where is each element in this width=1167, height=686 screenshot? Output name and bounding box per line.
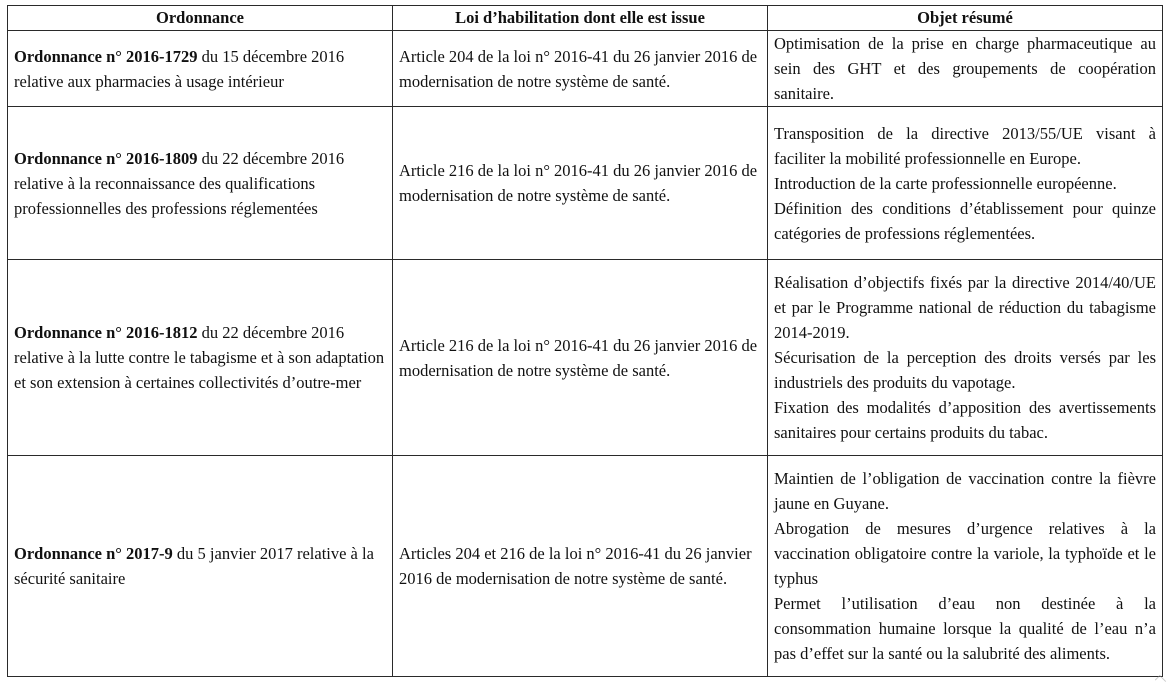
ordonnance-ref: Ordonnance n° 2017-9: [14, 544, 173, 563]
header-ordonnance: Ordonnance: [8, 6, 393, 31]
loi-cell: Article 216 de la loi n° 2016-41 du 26 janvier 2016 de modernisation de notre système de santé.: [393, 107, 768, 260]
ordonnance-ref: Ordonnance n° 2016-1809: [14, 148, 198, 168]
objet-item: Définition des conditions d’établissement pour quinze catégories de professions réglementées.: [774, 198, 1156, 243]
table-row: [8, 107, 1163, 260]
header-objet: Objet résumé: [768, 6, 1163, 31]
corner-fold-mark: [1155, 675, 1166, 686]
objet-cell: [768, 31, 1163, 107]
table-row: [8, 456, 1163, 677]
loi-cell: Article 204 de la loi n° 2016-41 du 26 janvier 2016 de modernisation de notre système de santé.: [393, 31, 768, 107]
ordonnance-description: du 22 décembre 2016 relative à la reconnaissance des qualifications professionnelles des professions réglementées: [14, 148, 345, 218]
objet-item: Abrogation de mesures d’urgence relatives à la vaccination obligatoire contre la variole, la typhoïde et le typhus: [774, 519, 1156, 588]
objet-cell: [768, 260, 1163, 456]
ordonnances-table: [7, 5, 1163, 677]
objet-item: Introduction de la carte professionnelle européenne.: [774, 173, 1117, 193]
ordonnance-cell: [8, 107, 393, 260]
objet-cell: [768, 107, 1163, 260]
objet-item: Fixation des modalités d’apposition des avertissements sanitaires pour certains produits du tabac.: [774, 398, 1156, 442]
table-row: [8, 260, 1163, 456]
header-loi: Loi d’habilitation dont elle est issue: [393, 6, 768, 31]
ordonnance-ref: Ordonnance n° 2016-1729: [14, 46, 198, 66]
objet-item: Transposition de la directive 2013/55/UE visant à faciliter la mobilité professionnelle en Europe.: [774, 123, 1156, 168]
ordonnance-description: du 22 décembre 2016 relative à la lutte contre le tabagisme et à son adaptation et son extension à certaines collectivités d’outre-mer: [14, 323, 385, 392]
objet-item: Réalisation d’objectifs fixés par la directive 2014/40/UE et par le Programme national de réduction du tabagisme 2014-2019.: [774, 273, 1156, 342]
objet-cell: [768, 456, 1163, 677]
objet-item: Permet l’utilisation d’eau non destinée à la consommation humaine lorsque la qualité de l’eau n’a pas d’effet sur la santé ou la salubrité des aliments.: [774, 594, 1156, 663]
ordonnance-description: du 15 décembre 2016 relative aux pharmacies à usage intérieur: [14, 46, 345, 91]
ordonnance-description: du 5 janvier 2017 relative à la sécurité sanitaire: [14, 544, 374, 588]
loi-cell: Article 216 de la loi n° 2016-41 du 26 janvier 2016 de modernisation de notre système de santé.: [393, 260, 768, 456]
ordonnance-cell: [8, 456, 393, 677]
objet-item: Sécurisation de la perception des droits versés par les industriels des produits du vapotage.: [774, 348, 1156, 392]
table-row: [8, 31, 1163, 107]
objet-item: Optimisation de la prise en charge pharmaceutique au sein des GHT et des groupements de coopération sanitaire.: [774, 34, 1156, 103]
ordonnance-cell: [8, 260, 393, 456]
table-header-row: [8, 6, 1163, 31]
objet-item: Maintien de l’obligation de vaccination contre la fièvre jaune en Guyane.: [774, 469, 1156, 513]
ordonnance-ref: Ordonnance n° 2016-1812: [14, 323, 198, 342]
ordonnance-cell: [8, 31, 393, 107]
loi-cell: Articles 204 et 216 de la loi n° 2016-41 du 26 janvier 2016 de modernisation de notre système de santé.: [393, 456, 768, 677]
